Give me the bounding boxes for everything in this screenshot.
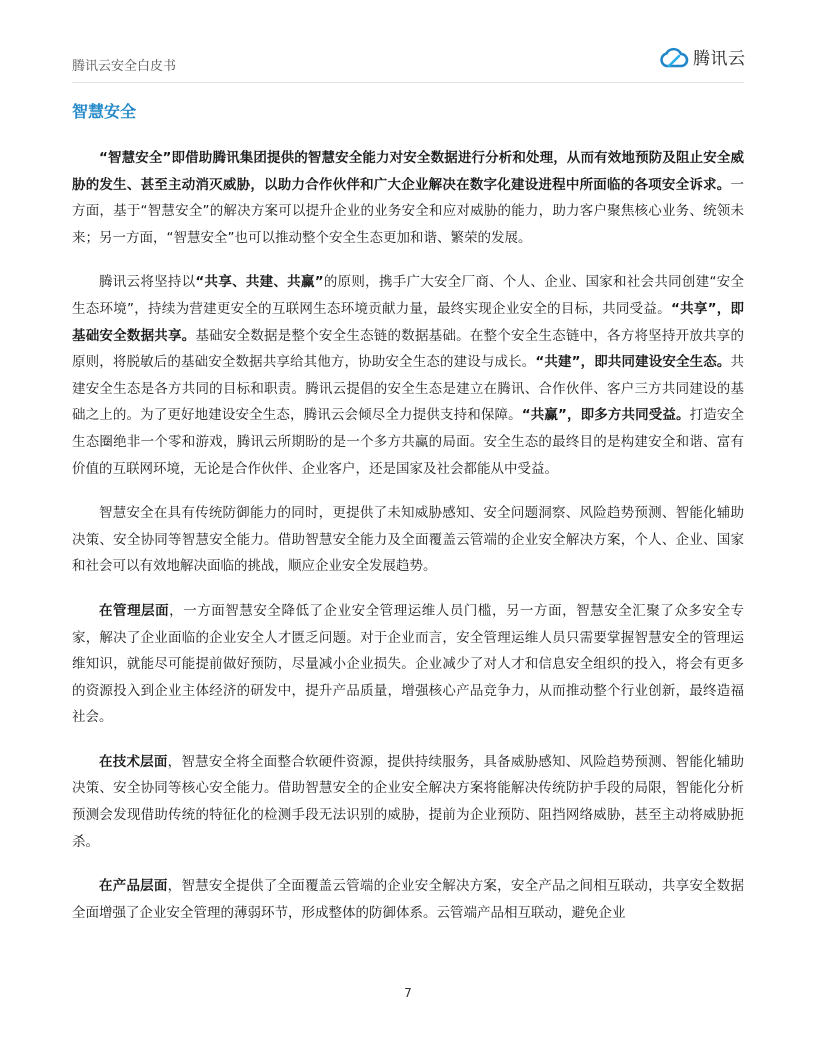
paragraph xyxy=(72,500,744,580)
page-number: 7 xyxy=(404,986,412,1000)
paragraph xyxy=(72,269,744,482)
text-run: 打造安全生态圈绝非一个零和游戏，腾讯云所期盼的是一个多方共赢的局面。安全生态的最终目的是构建安全和谐、富有价值的互联网环境，无论是合作伙伴、企业客户，还是国家及社会都能从中受益。 xyxy=(72,407,745,477)
bold-text-run: “共赢”，即多方共同受益。 xyxy=(521,407,690,424)
body-text xyxy=(72,145,744,926)
bold-text-run: 在产品层面 xyxy=(99,878,168,895)
text-run: 腾讯云将坚持以 xyxy=(99,274,196,291)
paragraph xyxy=(72,598,744,731)
company-logo xyxy=(657,44,746,69)
paragraph xyxy=(72,749,744,855)
text-run: 智慧安全在具有传统防御能力的同时，更提供了未知威胁感知、安全问题洞察、风险趋势预测、智能化辅助决策、安全协同等智慧安全能力。借助智慧安全能力及全面覆盖云管端的企业安全解决方案，个人、企业、国家和社会可以有效地解决面临的挑战，顺应企业安全发展趋势。 xyxy=(72,505,744,575)
bold-text-run: “智慧安全”即借助腾讯集团提供的智慧安全能力对安全数据进行分析和处理，从而有效地预防及阻止安全威胁的发生、甚至主动消灭威胁，以助力合作伙伴和广大企业解决在数字化建设进程中所面临的各项安全诉求。 xyxy=(72,150,744,193)
paragraph xyxy=(72,145,744,251)
header-divider xyxy=(72,82,744,83)
logo-text: 腾讯云 xyxy=(693,49,746,69)
text-run: 一方面，基于“智慧安全”的解决方案可以提升企业的业务安全和应对威胁的能力，助力客户聚焦核心业务、统领未来；另一方面，“智慧安全”也可以推动整个安全生态更加和谐、繁荣的发展。 xyxy=(72,176,744,246)
tencent-cloud-logo-icon xyxy=(657,45,689,69)
text-run: 共建安全生态是各方共同的目标和职责。腾讯云提倡的安全生态是建立在腾讯、合作伙伴、客户三方共同建设的基础之上的。为了更好地建设安全生态，腾讯云会倾尽全力提供支持和保障。 xyxy=(72,354,745,424)
bold-text-run: “共建”，即共同建设安全生态。 xyxy=(535,354,731,371)
bold-text-run: 在技术层面 xyxy=(99,753,168,770)
text-run: 基础安全数据是整个安全生态链的数据基础。在整个安全生态链中，各方将坚持开放共享的原则，将脱敏后的基础安全数据共享给其他方，协助安全生态的建设与成长。 xyxy=(72,327,744,371)
bold-text-run: 在管理层面 xyxy=(99,602,170,619)
text-run: 的原则，携手广大安全厂商、个人、企业、国家和社会共同创建“安全生态环境”，持续为营建更安全的互联网生态环境贡献力量，最终实现企业安全的目标，共同受益。 xyxy=(72,274,744,317)
text-run: ，一方面智慧安全降低了企业安全管理运维人员门槛，另一方面，智慧安全汇聚了众多安全专家，解决了企业面临的企业安全人才匮乏问题。对于企业而言，安全管理运维人员只需要掌握智慧安全的管理运维知识，就能尽可能提前做好预防，尽量减小企业损失。企业减少了对人才和信息安全组织的投入，将会有更多的资源投入到企业主体经济的研发中，提升产品质量，增强核心产品竞争力，从而推动整个行业创新，最终造福社会。 xyxy=(72,602,745,726)
text-run: ，智慧安全提供了全面覆盖云管端的企业安全解决方案，安全产品之间相互联动，共享安全数据全面增强了企业安全管理的薄弱环节，形成整体的防御体系。云管端产品相互联动，避免企业 xyxy=(72,878,745,921)
header-title: 腾讯云安全白皮书 xyxy=(72,59,177,74)
paragraph xyxy=(72,873,744,926)
section-title: 智慧安全 xyxy=(72,102,137,121)
text-run: ，智慧安全将全面整合软硬件资源，提供持续服务，具备威胁感知、风险趋势预测、智能化辅助决策、安全协同等核心安全能力。借助智慧安全的企业安全解决方案将能解决传统防护手段的局限，智能化分析预测会发现借助传统的特征化的检测手段无法识别的威胁，提前为企业预防、阻挡网络威胁，甚至主动将威胁扼杀。 xyxy=(72,753,745,850)
bold-text-run: “共享”，即基础安全数据共享。 xyxy=(72,300,744,344)
bold-text-run: “共享、共建、共赢” xyxy=(195,274,324,291)
